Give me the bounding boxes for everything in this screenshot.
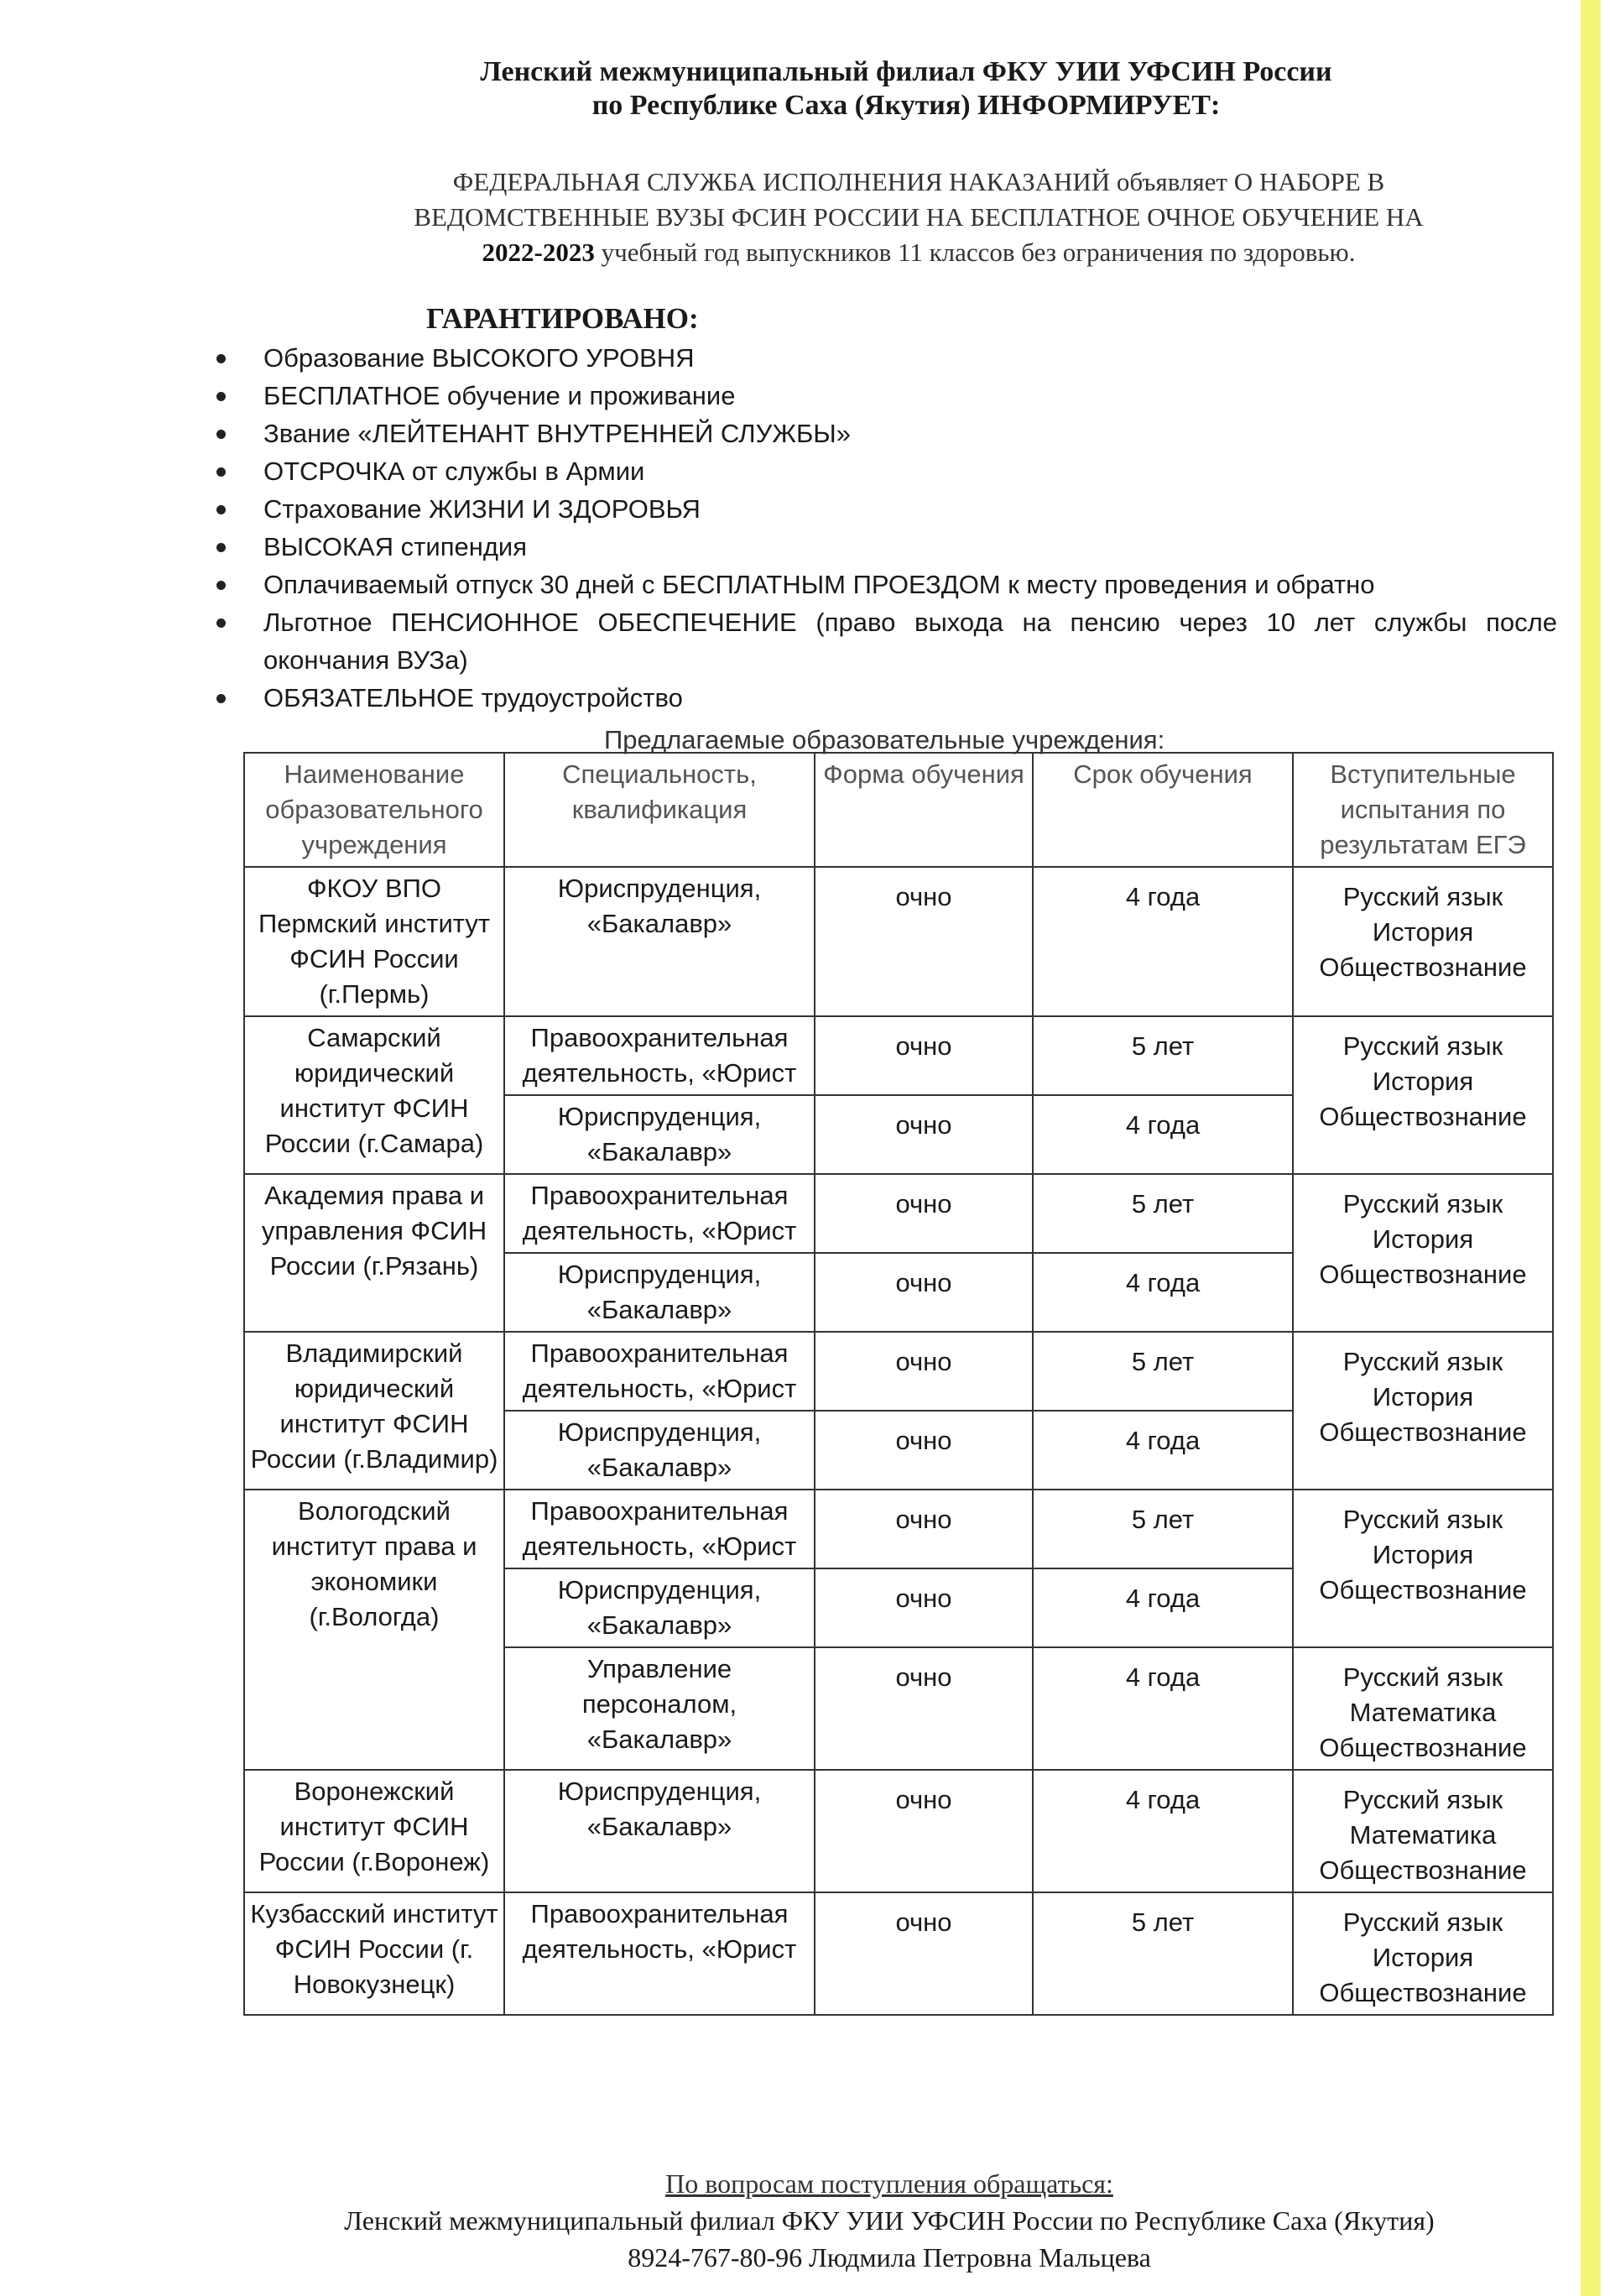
institution-name: Кузбасский институт ФСИН России (г. Новокузнецк)	[244, 1892, 504, 2015]
list-item	[215, 528, 1557, 566]
intro-line-3-text: учебный год выпускников 11 классов без ограничения по здоровью.	[594, 237, 1356, 267]
form-cell: очно	[815, 1568, 1033, 1647]
list-item-text: БЕСПЛАТНОЕ обучение и проживание	[263, 381, 736, 410]
specialty-cell: Правоохранительная деятельность, «Юрист	[504, 1016, 815, 1095]
column-header: Наименование образовательного учреждения	[244, 753, 504, 867]
header-line-2: по Республике Саха (Якутия) ИНФОРМИРУЕТ:	[591, 90, 1221, 121]
form-cell: очно	[815, 1892, 1033, 2015]
specialty-cell: Юриспруденция, «Бакалавр»	[504, 1568, 815, 1647]
table-row	[244, 1174, 1553, 1253]
institution-name: ФКОУ ВПО Пермский институт ФСИН России (г.Пермь)	[244, 867, 504, 1016]
institution-name: Владимирский юридический институт ФСИН России (г.Владимир)	[244, 1332, 504, 1490]
term-cell: 5 лет	[1033, 1490, 1293, 1568]
form-cell: очно	[815, 1647, 1033, 1770]
list-item-text: Страхование ЖИЗНИ И ЗДОРОВЬЯ	[263, 494, 701, 524]
exams-cell: Русский язык Математика Обществознание	[1293, 1770, 1553, 1892]
specialty-cell: Юриспруденция, «Бакалавр»	[504, 867, 815, 1016]
term-cell: 4 года	[1033, 867, 1293, 1016]
form-cell: очно	[815, 1332, 1033, 1411]
list-item	[215, 415, 1557, 452]
term-cell: 4 года	[1033, 1770, 1293, 1892]
institution-name: Академия права и управления ФСИН России (г.Рязань)	[244, 1174, 504, 1332]
institution-name: Воронежский институт ФСИН России (г.Воронеж)	[244, 1770, 504, 1892]
specialty-cell: Управление персоналом, «Бакалавр»	[504, 1647, 815, 1770]
list-item	[215, 679, 1557, 717]
term-cell: 4 года	[1033, 1568, 1293, 1647]
table-row	[244, 867, 1553, 1016]
form-cell: очно	[815, 1174, 1033, 1253]
header-line-1: Ленский межмуниципальный филиал ФКУ УИИ УФСИН России	[480, 56, 1332, 87]
specialty-cell: Правоохранительная деятельность, «Юрист	[504, 1332, 815, 1411]
form-cell: очно	[815, 1770, 1033, 1892]
list-item-text: ВЫСОКАЯ стипендия	[263, 532, 528, 561]
table-header-row	[244, 753, 1553, 867]
list-item-text: Оплачиваемый отпуск 30 дней с БЕСПЛАТНЫМ ПРОЕЗДОМ к месту проведения и обратно	[263, 570, 1375, 599]
term-cell: 5 лет	[1033, 1174, 1293, 1253]
guarantee-list	[215, 339, 1557, 717]
contact-org: Ленский межмуниципальный филиал ФКУ УИИ УФСИН России по Республике Саха (Якутия)	[344, 2205, 1435, 2236]
specialty-cell: Юриспруденция, «Бакалавр»	[504, 1253, 815, 1332]
column-header: Специальность, квалификация	[504, 753, 815, 867]
exams-cell: Русский язык История Обществознание	[1293, 1016, 1553, 1174]
list-item	[215, 452, 1557, 490]
exams-cell: Русский язык История Обществознание	[1293, 1174, 1553, 1332]
contact-block	[193, 2165, 1586, 2276]
table-row	[244, 1490, 1553, 1568]
specialty-cell: Юриспруденция, «Бакалавр»	[504, 1770, 815, 1892]
term-cell: 5 лет	[1033, 1332, 1293, 1411]
specialty-cell: Правоохранительная деятельность, «Юрист	[504, 1490, 815, 1568]
list-item-text: Льготное ПЕНСИОННОЕ ОБЕСПЕЧЕНИЕ (право выхода на пенсию через 10 лет службы после окончания ВУЗа)	[263, 608, 1557, 675]
guarantee-title: ГАРАНТИРОВАНО:	[426, 302, 699, 335]
specialty-cell: Правоохранительная деятельность, «Юрист	[504, 1174, 815, 1253]
exams-cell: Русский язык История Обществознание	[1293, 1490, 1553, 1647]
form-cell: очно	[815, 1411, 1033, 1490]
bullet-icon	[216, 543, 226, 552]
bullet-icon	[216, 694, 226, 703]
term-cell: 5 лет	[1033, 1016, 1293, 1095]
term-cell: 4 года	[1033, 1411, 1293, 1490]
contact-title: По вопросам поступления обращаться:	[665, 2168, 1113, 2199]
form-cell: очно	[815, 867, 1033, 1016]
institutions-table	[243, 752, 1554, 2016]
specialty-cell: Юриспруденция, «Бакалавр»	[504, 1411, 815, 1490]
column-header: Форма обучения	[815, 753, 1033, 867]
form-cell: очно	[815, 1016, 1033, 1095]
list-item-text: Образование ВЫСОКОГО УРОВНЯ	[263, 343, 695, 373]
list-item	[215, 566, 1557, 603]
intro-line-1: ФЕДЕРАЛЬНАЯ СЛУЖБА ИСПОЛНЕНИЯ НАКАЗАНИЙ объявляет О НАБОРЕ В	[452, 167, 1385, 196]
list-item	[215, 490, 1557, 528]
table-row	[244, 1892, 1553, 2015]
bullet-icon	[216, 430, 226, 439]
institution-name: Вологодский институт права и экономики (г.Вологда)	[244, 1490, 504, 1770]
exams-cell: Русский язык История Обществознание	[1293, 867, 1553, 1016]
intro-line-2: ВЕДОМСТВЕННЫЕ ВУЗЫ ФСИН РОССИИ НА БЕСПЛАТНОЕ ОЧНОЕ ОБУЧЕНИЕ НА	[414, 202, 1424, 232]
table-row	[244, 1332, 1553, 1411]
specialty-cell: Юриспруденция, «Бакалавр»	[504, 1095, 815, 1174]
bullet-icon	[216, 505, 226, 514]
term-cell: 5 лет	[1033, 1892, 1293, 2015]
intro-line-3	[277, 235, 1561, 270]
exams-cell: Русский язык История Обществознание	[1293, 1332, 1553, 1490]
institution-name: Самарский юридический институт ФСИН России (г.Самара)	[244, 1016, 504, 1174]
list-item	[215, 339, 1557, 377]
bullet-icon	[216, 467, 226, 477]
term-cell: 4 года	[1033, 1253, 1293, 1332]
intro-year: 2022-2023	[482, 237, 595, 267]
form-cell: очно	[815, 1253, 1033, 1332]
term-cell: 4 года	[1033, 1647, 1293, 1770]
exams-cell: Русский язык Математика Обществознание	[1293, 1647, 1553, 1770]
bullet-icon	[216, 618, 226, 628]
list-item-text: ОТСРОЧКА от службы в Армии	[263, 457, 645, 486]
list-item	[215, 377, 1557, 415]
bullet-icon	[216, 581, 226, 590]
list-item	[215, 603, 1557, 679]
form-cell: очно	[815, 1490, 1033, 1568]
document-header	[352, 55, 1460, 123]
list-item-text: ОБЯЗАТЕЛЬНОЕ трудоустройство	[263, 683, 683, 712]
yellow-edge-stripe	[1581, 0, 1601, 2296]
bullet-icon	[216, 354, 226, 363]
contact-person: 8924-767-80-96 Людмила Петровна Мальцева	[628, 2242, 1151, 2273]
bullet-icon	[216, 392, 226, 401]
table-row	[244, 1016, 1553, 1095]
term-cell: 4 года	[1033, 1095, 1293, 1174]
intro-paragraph	[277, 164, 1561, 270]
table-row	[244, 1770, 1553, 1892]
list-item-text: Звание «ЛЕЙТЕНАНТ ВНУТРЕННЕЙ СЛУЖБЫ»	[263, 419, 851, 448]
exams-cell: Русский язык История Обществознание	[1293, 1892, 1553, 2015]
column-header: Срок обучения	[1033, 753, 1293, 867]
specialty-cell: Правоохранительная деятельность, «Юрист	[504, 1892, 815, 2015]
table-caption: Предлагаемые образовательные учреждения:	[604, 725, 1165, 754]
column-header: Вступительные испытания по результатам ЕГЭ	[1293, 753, 1553, 867]
form-cell: очно	[815, 1095, 1033, 1174]
